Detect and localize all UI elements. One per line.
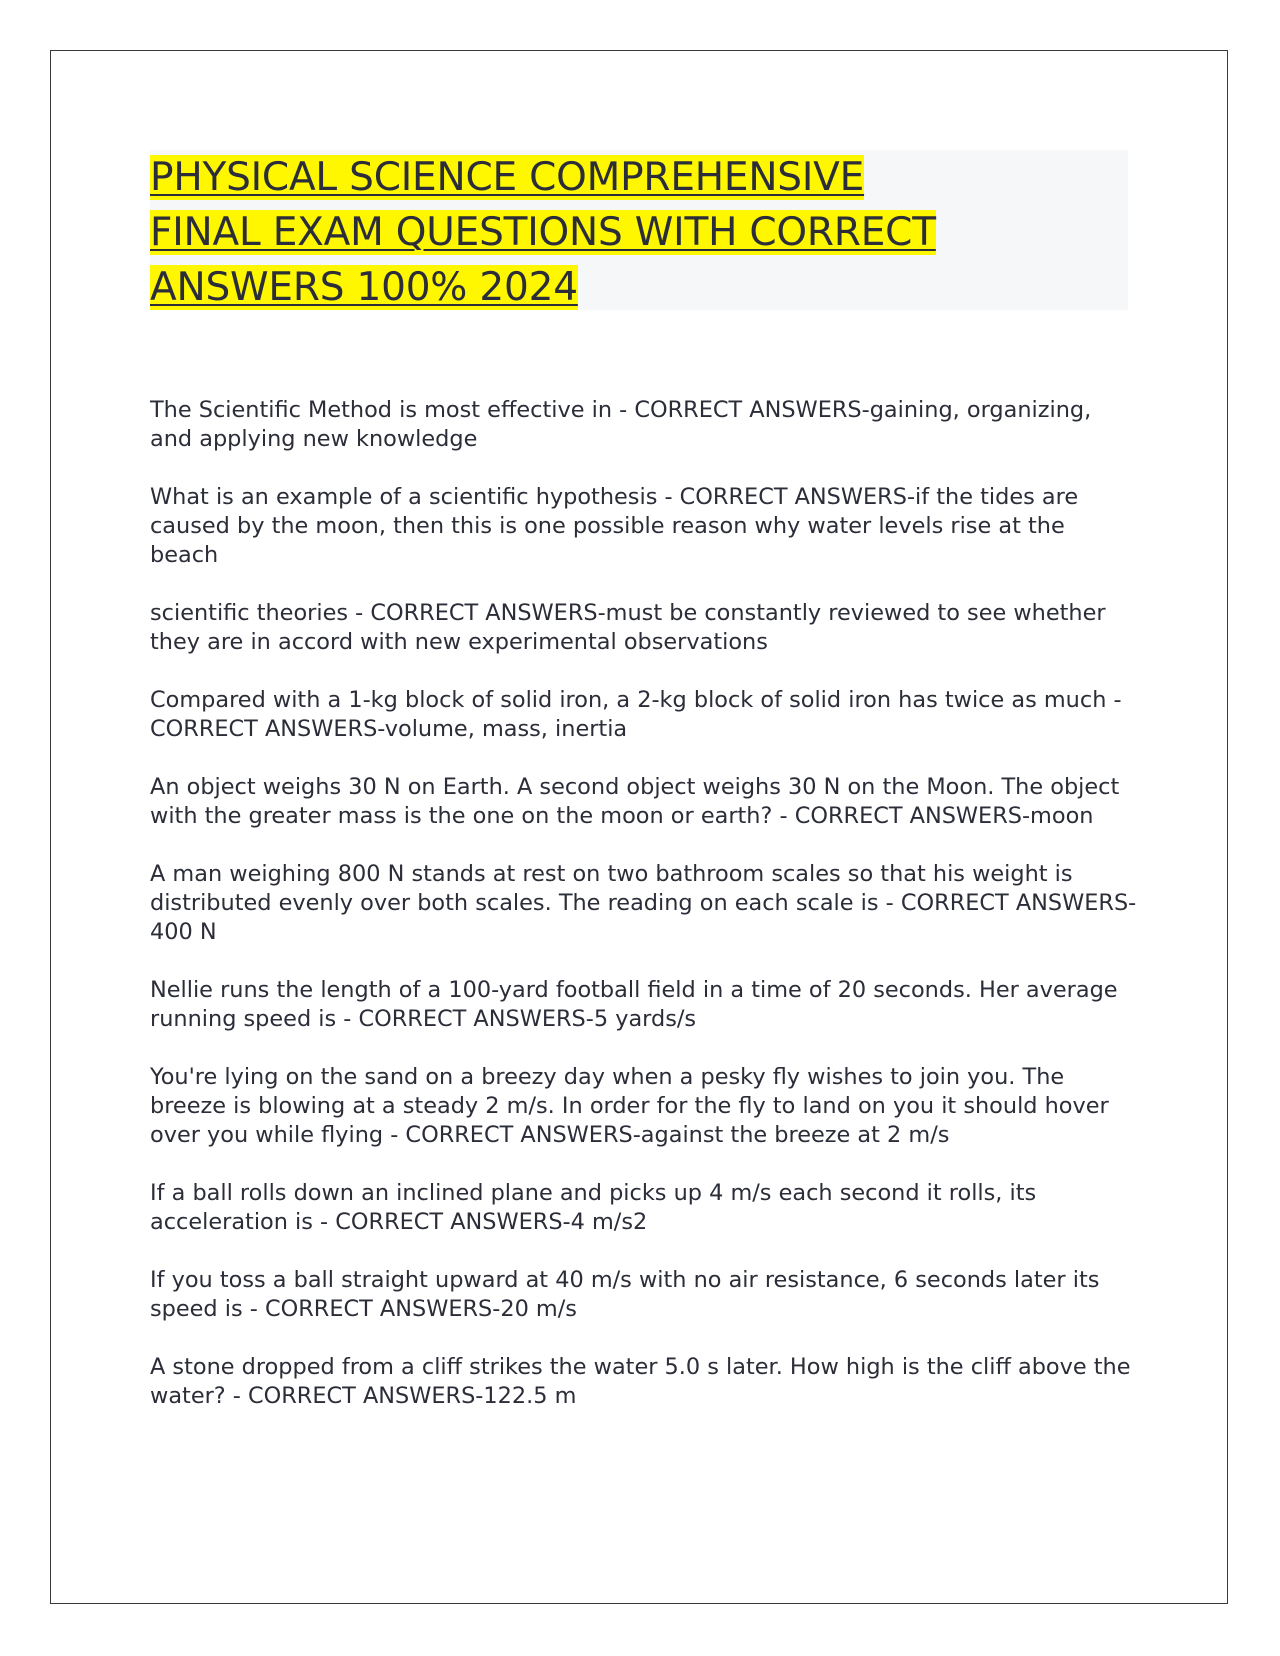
question-item: If a ball rolls down an inclined plane and picks up 4 m/s each second it rolls, its acceleration is - CORRECT ANSWERS-4 m/s2: [150, 1180, 1037, 1235]
question-item: Compared with a 1-kg block of solid iron, a 2-kg block of solid iron has twice as much - CORRECT ANSWERS-volume, mass, inertia: [150, 687, 1122, 742]
title-block: [150, 150, 1128, 310]
question-list: [150, 396, 1140, 1440]
question-item: Nellie runs the length of a 100-yard football field in a time of 20 seconds. Her average running speed is - CORRECT ANSWERS-5 yards/s: [150, 977, 1118, 1032]
question-item: A man weighing 800 N stands at rest on two bathroom scales so that his weight is distributed evenly over both scales. The reading on each scale is - CORRECT ANSWERS-400 N: [150, 861, 1137, 945]
title-line-2: FINAL EXAM QUESTIONS WITH CORRECT: [150, 210, 936, 255]
question-item: You're lying on the sand on a breezy day when a pesky fly wishes to join you. The breeze is blowing at a steady 2 m/s. In order for the fly to land on you it should hover over you while flying - CORRECT ANSWERS-against the breeze at 2 m/s: [150, 1064, 1109, 1148]
question-item: A stone dropped from a cliff strikes the water 5.0 s later. How high is the cliff above the water? - CORRECT ANSWERS-122.5 m: [150, 1354, 1131, 1409]
question-item: If you toss a ball straight upward at 40 m/s with no air resistance, 6 seconds later its speed is - CORRECT ANSWERS-20 m/s: [150, 1267, 1100, 1322]
title-line-3: ANSWERS 100% 2024: [150, 265, 578, 310]
title-line-1: PHYSICAL SCIENCE COMPREHENSIVE: [150, 155, 865, 200]
question-item: scientific theories - CORRECT ANSWERS-must be constantly reviewed to see whether they are in accord with new experimental observations: [150, 600, 1106, 655]
question-item: What is an example of a scientific hypothesis - CORRECT ANSWERS-if the tides are caused by the moon, then this is one possible reason why water levels rise at the beach: [150, 484, 1079, 568]
question-item: The Scientific Method is most effective in - CORRECT ANSWERS-gaining, organizing, and applying new knowledge: [150, 397, 1092, 452]
question-item: An object weighs 30 N on Earth. A second object weighs 30 N on the Moon. The object with the greater mass is the one on the moon or earth? - CORRECT ANSWERS-moon: [150, 774, 1120, 829]
document-title: [150, 150, 1128, 315]
